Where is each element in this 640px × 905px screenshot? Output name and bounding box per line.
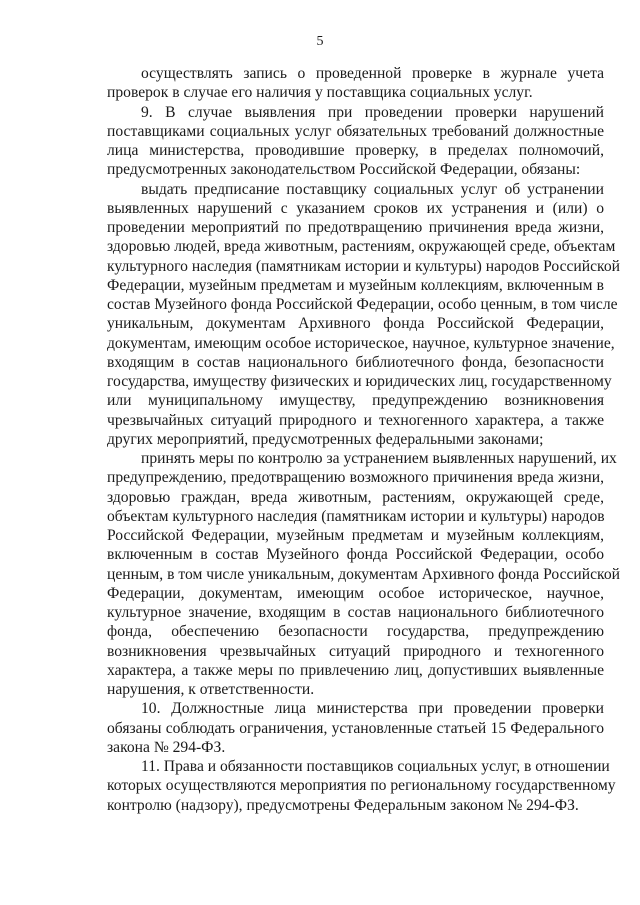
text-line: фонда, обеспечению безопасности государства, предупреждению bbox=[107, 623, 604, 641]
text-line: принять меры по контролю за устранением выявленных нарушений, их bbox=[141, 450, 617, 467]
text-line: государства, имуществу физических и юридических лиц, государственному bbox=[107, 373, 612, 390]
text-line: обязаны соблюдать ограничения, установленные статьей 15 Федерального bbox=[107, 719, 604, 737]
text-line: лица министерства, проводившие проверку, в пределах полномочий, bbox=[107, 142, 604, 159]
text-line: 11. Права и обязанности поставщиков социальных услуг, в отношении bbox=[141, 758, 610, 775]
text-line: здоровью граждан, вреда животным, растениям, окружающей среде, bbox=[107, 488, 604, 506]
paragraph bbox=[107, 180, 620, 450]
text-line: других мероприятий, предусмотренных федеральными законами; bbox=[107, 430, 544, 448]
text-line: проведении мероприятий по предотвращению причинения вреда жизни, bbox=[107, 219, 604, 236]
text-line: характера, а также меры по привлечению лиц, допустивших выявленные bbox=[107, 661, 604, 679]
text-line: Федерации, документам, имеющим особое историческое, научное, bbox=[107, 584, 604, 602]
text-line: выдать предписание поставщику социальных услуг об устранении bbox=[141, 180, 604, 198]
text-line: входящим в состав национального библиотечного фонда, безопасности bbox=[107, 353, 604, 371]
text-line: уникальным, документам Архивного фонда Российской Федерации, bbox=[107, 315, 604, 333]
text-line: предупреждению, предотвращению возможного причинения вреда жизни, bbox=[107, 469, 604, 487]
text-line: контролю (надзору), предусмотрены Федеральным законом № 294-ФЗ. bbox=[107, 796, 579, 814]
text-line: закона № 294-ФЗ. bbox=[107, 738, 226, 756]
text-line: ценным, в том числе уникальным, документам Архивного фонда Российской bbox=[107, 565, 620, 583]
text-line: состав Музейного фонда Российской Федерации, особо ценным, в том числе bbox=[107, 296, 618, 313]
text-line: осуществлять запись о проведенной проверке в журнале учета bbox=[141, 65, 604, 82]
paragraph bbox=[107, 64, 604, 103]
text-line: культурное значение, входящим в состав национального библиотечного bbox=[107, 604, 604, 621]
paragraph bbox=[107, 757, 616, 815]
text-line: Российской Федерации, музейным предметам и музейным коллекциям, bbox=[107, 527, 604, 544]
paragraph bbox=[107, 699, 604, 757]
text-line: предусмотренных законодательством Российской Федерации, обязаны: bbox=[107, 161, 581, 179]
text-line: включенным в состав Музейного фонда Российской Федерации, особо bbox=[107, 546, 604, 564]
text-line: возникновения чрезвычайных ситуаций природного и техногенного bbox=[107, 642, 604, 660]
page-number: 5 bbox=[316, 34, 324, 49]
text-line: нарушения, к ответственности. bbox=[107, 681, 315, 698]
text-line: выявленных нарушений с указанием сроков их устранения и (или) о bbox=[107, 199, 604, 217]
text-line: или муниципальному имуществу, предупреждению возникновения bbox=[107, 392, 604, 410]
paragraph bbox=[107, 449, 620, 699]
text-line: которых осуществляются мероприятия по региональному государственному bbox=[107, 777, 616, 795]
text-line: Федерации, музейным предметам и музейным коллекциям, включенным в bbox=[107, 276, 604, 294]
text-line: здоровью людей, вреда животным, растениям, окружающей среде, объектам bbox=[107, 238, 616, 256]
text-line: объектам культурного наследия (памятникам истории и культуры) народов bbox=[107, 507, 605, 525]
paragraph bbox=[107, 103, 604, 180]
text-line: 9. В случае выявления при проведении проверки нарушений bbox=[141, 103, 604, 121]
text-line: чрезвычайных ситуаций природного и техногенного характера, а также bbox=[107, 411, 604, 429]
text-line: проверок в случае его наличия у поставщика социальных услуг. bbox=[107, 84, 533, 102]
text-line: документам, имеющим особое историческое, научное, культурное значение, bbox=[107, 334, 615, 352]
text-line: 10. Должностные лица министерства при проведении проверки bbox=[141, 700, 604, 718]
document-body bbox=[107, 64, 620, 815]
text-line: культурного наследия (памятникам истории и культуры) народов Российской bbox=[107, 257, 620, 275]
text-line: поставщиками социальных услуг обязательных требований должностные bbox=[107, 122, 604, 140]
